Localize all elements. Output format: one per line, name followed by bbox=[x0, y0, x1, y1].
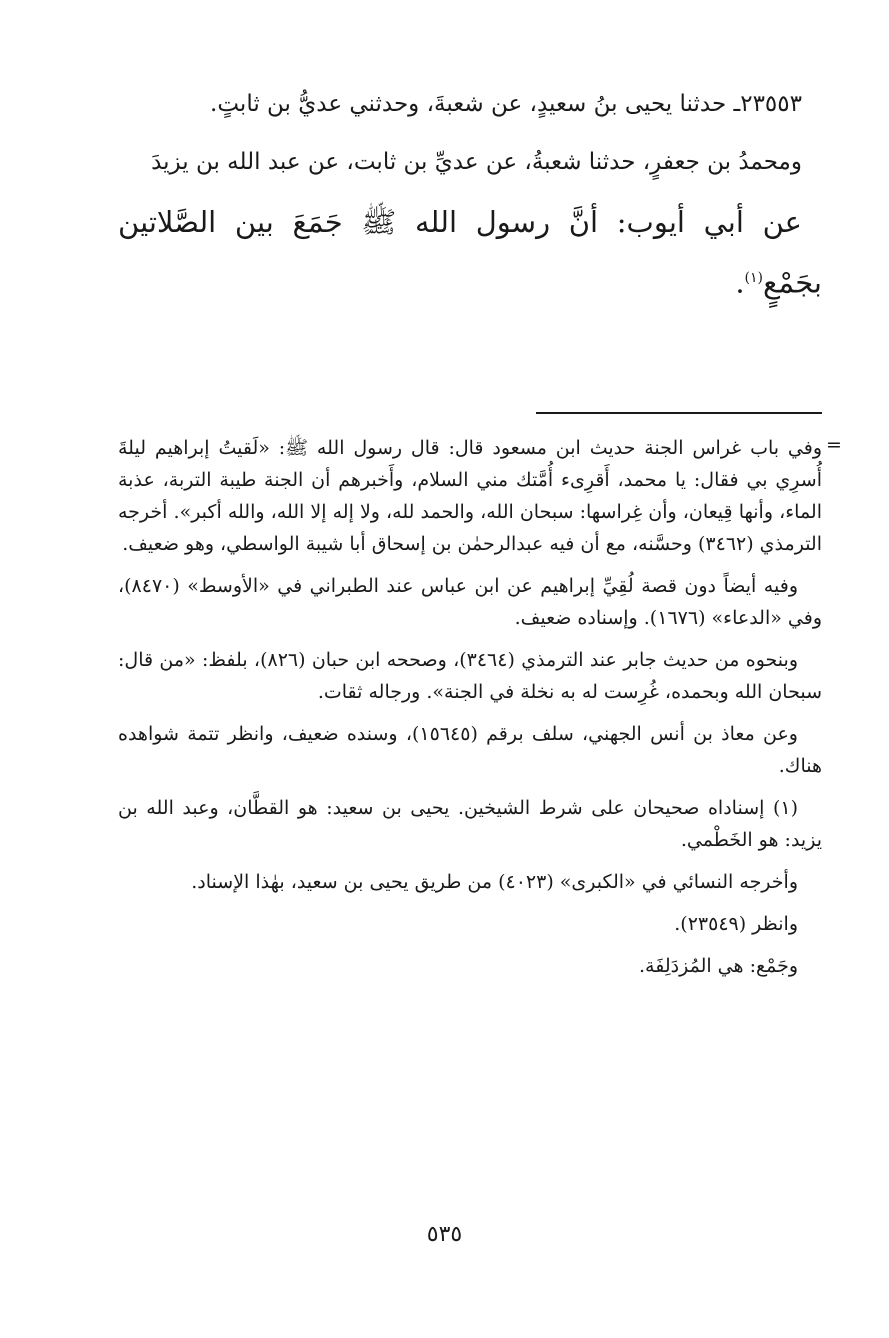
footnote-paragraph: وفيه أيضاً دون قصة لُقِيِّ إبراهيم عن ابن عباس عند الطبراني في «الأوسط» (٨٤٧٠)، وفي «الدعاء» (١٦٧٦). وإسناده ضعيف. bbox=[118, 575, 822, 629]
main-text bbox=[118, 78, 822, 311]
footnote-paragraph: وفي باب غراس الجنة حديث ابن مسعود قال: قال رسول الله ﷺ: «لَقيتُ إبراهيم ليلةَ أُسرِي بي فقال: يا محمد، أَقرِىء أُمَّتك مني السلام، وأَخبرهم أن الجنة طيبة التربة، عذبة الماء، وأنها قِيعان، وأن غِراسها: سبحان الله، والحمد لله، ولا إله إلا الله، والله أكبر». أخرجه الترمذي (٣٤٦٢) وحسَّنه، مع أن فيه عبدالرحمٰن بن إسحاق أبا شيبة الواسطي، وهو ضعيف. bbox=[118, 437, 822, 555]
isnad-line-1: ٢٣٥٥٣ـ حدثنا يحيى بنُ سعيدٍ، عن شعبةَ، وحدثني عديُّ بن ثابتٍ. bbox=[210, 91, 802, 117]
hadith-text bbox=[118, 194, 822, 311]
hadith-end: . bbox=[735, 265, 745, 300]
footnote-paragraph: وبنحوه من حديث جابر عند الترمذي (٣٤٦٤)، وصححه ابن حبان (٨٢٦)، بلفظ: «من قال: سبحان الله وبحمده، غُرِست له به نخلة في الجنة». ورجاله ثقات. bbox=[118, 649, 822, 703]
footnote-separator bbox=[536, 412, 822, 414]
page-number: ٥٣٥ bbox=[426, 1222, 463, 1247]
footnote-1: (١) إسناداه صحيحان على شرط الشيخين. يحيى بن سعيد: هو القطَّان، وعبد الله بن يزيد: هو الخَطْمي. bbox=[118, 797, 822, 851]
footnotes bbox=[118, 432, 822, 992]
footnote-paragraph: وعن معاذ بن أنس الجهني، سلف برقم (١٥٦٤٥)، وسنده ضعيف، وانظر تتمة شواهده هناك. bbox=[118, 723, 822, 777]
footnote-paragraph: وأخرجه النسائي في «الكبرى» (٤٠٢٣) من طريق يحيى بن سعيد، بهٰذا الإسناد. bbox=[191, 871, 798, 893]
isnad-line-2: ومحمدُ بن جعفرٍ، حدثنا شعبةُ، عن عديِّ بن ثابت، عن عبد الله بن يزيدَ bbox=[151, 149, 802, 175]
continuation-mark: = bbox=[826, 434, 842, 456]
footnote-paragraph: وجَمْع: هي المُزدَلِفَة. bbox=[639, 955, 798, 977]
hadith-body: عن أبي أيوب: أنَّ رسول الله ﷺ جَمَعَ بين الصَّلاتين بجَمْعٍ bbox=[118, 205, 822, 300]
footnote-paragraph: وانظر (٢٣٥٤٩). bbox=[674, 913, 798, 935]
footnote-marker: (١) bbox=[744, 270, 763, 286]
